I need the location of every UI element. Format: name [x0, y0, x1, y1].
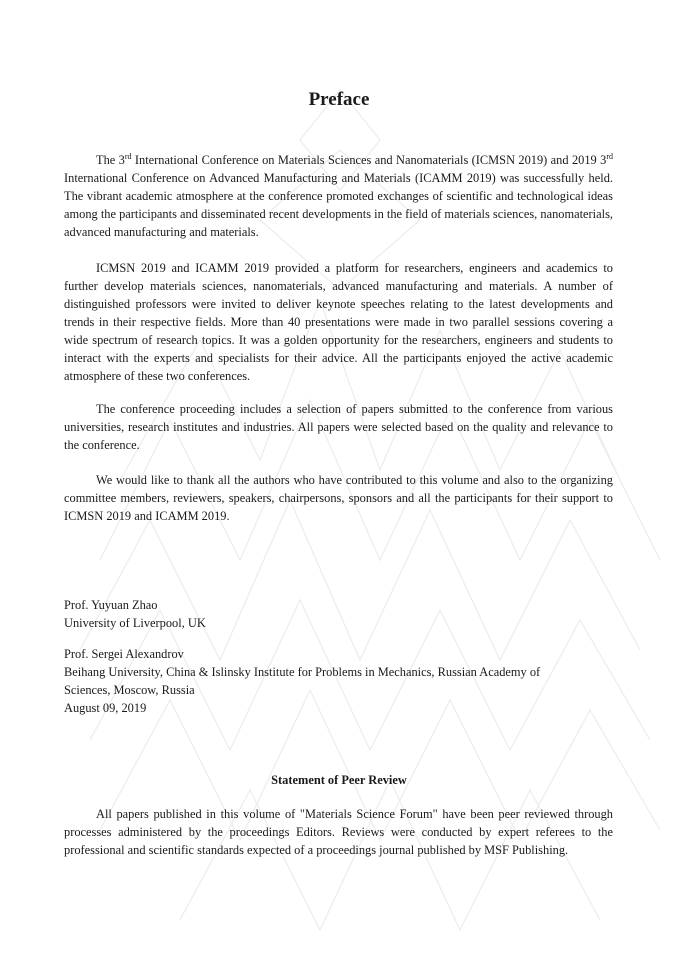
signatory-affiliation: University of Liverpool, UK	[64, 616, 206, 630]
preface-paragraph-4: We would like to thank all the authors who have contributed to this volume and also to the organizing committee members, reviewers, speakers, chairpersons, sponsors and all the participants for their support to ICMSN 2019 and ICAMM 2019.	[64, 473, 613, 523]
preface-paragraph-2: ICMSN 2019 and ICAMM 2019 provided a platform for researchers, engineers and academics to further develop materials sciences, nanomaterials, advanced manufacturing and materials. A number of distinguished professors were invited to deliver keynote speeches relating to the latest developments and trends in their respective fields. More than 40 presentations were made in two parallel sessions covering a wide spectrum of research topics. It was a golden opportunity for the researchers, engineers and students to interact with the experts and specialists for their advice. All the participants enjoyed the active academic atmosphere of these two conferences.	[64, 261, 613, 383]
preface-paragraph-1-part-b: International Conference on Materials Sciences and Nanomaterials (ICMSN 2019) and 2019 3	[131, 153, 607, 167]
signatory-name: Prof. Yuyuan Zhao	[64, 598, 158, 612]
peer-review-heading: Statement of Peer Review	[271, 773, 407, 787]
preface-paragraph-1	[64, 151, 613, 241]
signature-block-2	[64, 645, 624, 717]
preface-paragraph-1-part-a: The 3	[96, 153, 125, 167]
signatory-affiliation-continued: Sciences, Moscow, Russia	[64, 683, 195, 697]
preface-paragraph-3: The conference proceeding includes a selection of papers submitted to the conference from various universities, research institutes and industries. All papers were selected based on the quality and relevance to the conference.	[64, 402, 613, 452]
signature-block-1	[64, 596, 624, 632]
peer-review-paragraph: All papers published in this volume of "Materials Science Forum" have been peer reviewed through processes administered by the proceedings Editors. Reviews were conducted by expert referees to the professional and scientific standards expected of a proceedings journal published by MSF Publishing.	[64, 807, 613, 857]
page-title: Preface	[308, 89, 370, 110]
signatory-affiliation: Beihang University, China & Islinsky Institute for Problems in Mechanics, Russian Academy of	[64, 665, 541, 679]
ordinal-superscript: rd	[124, 152, 132, 161]
preface-paragraph-1-part-c: International Conference on Advanced Manufacturing and Materials (ICAMM 2019) was successfully held. The vibrant academic atmosphere at the conference promoted exchanges of scientific and technological ideas among the participants and disseminated recent developments in the field of materials sciences, nanomaterials, advanced manufacturing and materials.	[64, 171, 613, 239]
signatory-name: Prof. Sergei Alexandrov	[64, 647, 184, 661]
ordinal-superscript: rd	[606, 152, 613, 161]
signature-date: August 09, 2019	[64, 701, 147, 715]
